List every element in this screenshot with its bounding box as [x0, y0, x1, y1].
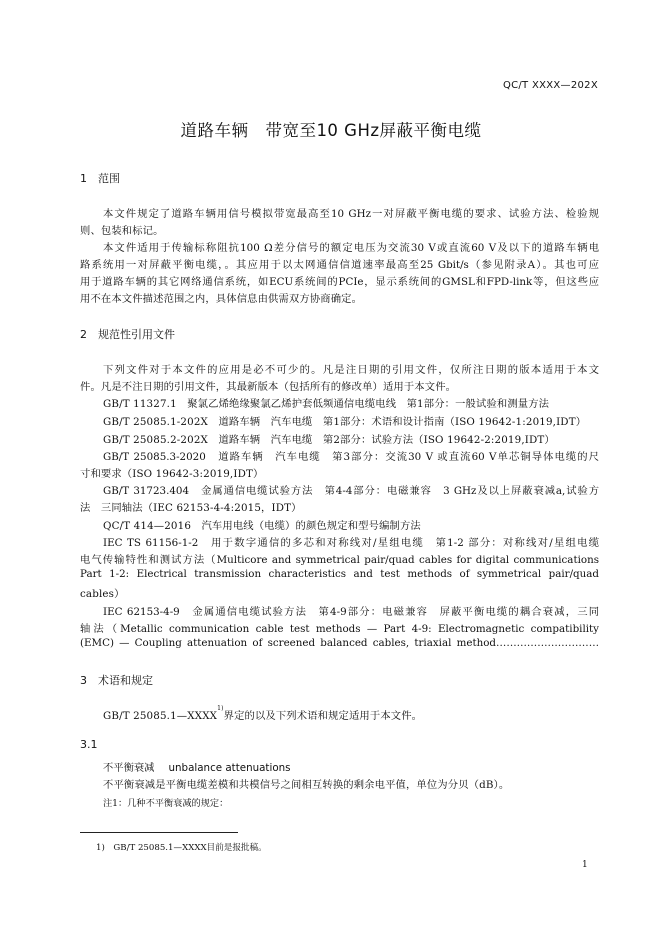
reference-item: IEC 62153-4-9 金属通信电缆试验方法 第4-9部分：电磁兼容 屏蔽平衡电缆的耦合衰减，三同: [103, 606, 599, 618]
reference-item: QC/T 414—2016 汽车用电线（电缆）的颜色规定和型号编制方法: [103, 520, 421, 532]
paragraph-line: 用于道路车辆的其它网络通信系统，如ECU系统间的PCIe，显示系统间的GMSL和FPD-link等，但这些应: [80, 276, 599, 288]
reference-item: GB/T 25085.1-202X 道路车辆 汽车电缆 第1部分：术语和设计指南（ISO 19642-1:2019,IDT）: [103, 416, 587, 428]
paragraph-line: 本文件规定了道路车辆用信号模拟带宽最高至10 GHz一对屏蔽平衡电缆的要求、试验方法、检验规: [103, 208, 599, 220]
section-number: 3: [80, 674, 87, 687]
section-3-heading: [80, 672, 153, 688]
reference-item: GB/T 11327.1 聚氯乙烯绝缘聚氯乙烯护套低频通信电缆电线 第1部分：一般试验和测量方法: [103, 398, 550, 410]
term-english: unbalance attenuations: [168, 762, 291, 774]
paragraph-line: 下列文件对于本文件的应用是必不可少的。凡是注日期的引用文件，仅所注日期的版本适用于本文: [103, 364, 599, 376]
paragraph-line: 用不在本文件描述范围之内，具体信息由供需双方协商确定。: [80, 293, 363, 305]
paragraph-line: 件。凡是不注日期的引用文件，其最新版本（包括所有的修改单）适用于本文件。: [80, 381, 457, 393]
footnote: 1) GB/T 25085.1—XXXX目前是报批稿。: [96, 843, 267, 853]
footnote-marker: 1): [217, 705, 224, 712]
reference-item: GB/T 25085.2-202X 道路车辆 汽车电缆 第2部分：试验方法（ISO 19642-2:2019,IDT）: [103, 434, 555, 446]
reference-item-continued: 电气传输特性和测试方法（Multicore and symmetrical pair/quad cables for digital communications: [80, 554, 599, 566]
term-chinese: 不平衡衰减: [103, 762, 155, 774]
paragraph-line: 本文件适用于传输标称阻抗100 Ω差分信号的额定电压为交流30 V或直流60 V及以下的道路车辆电: [103, 242, 599, 254]
reference-item-continued: 轴法（Metallic communication cable test methods — Part 4-9: Electromagnetic compatibility: [80, 623, 599, 635]
section-2-heading: [80, 326, 175, 342]
footnote-divider: [80, 832, 238, 833]
term-entry: [103, 759, 291, 774]
reference-item-continued: cables）: [80, 588, 125, 600]
section-number: 2: [80, 328, 87, 341]
reference-item: IEC TS 61156-1-2 用于数字通信的多芯和对称线对/星组电缆 第1-2 部分：对称线对/星组电缆: [103, 537, 599, 549]
reference-item: GB/T 25085.3-2020 道路车辆 汽车电缆 第3部分：交流30 V 或直流60 V单芯铜导体电缆的尺: [103, 451, 599, 463]
term-definition: 不平衡衰减是平衡电缆差模和共模信号之间相互转换的剩余电平值，单位为分贝（dB）。: [103, 779, 510, 791]
note: 注1：几种不平衡衰减的规定：: [103, 798, 229, 809]
page-number: 1: [582, 860, 588, 870]
section-3-intro: [103, 707, 422, 722]
section-number: 1: [80, 172, 87, 185]
section-title: 范围: [98, 172, 120, 185]
reference-item-continued: 寸和要求（ISO 19642-3:2019,IDT）: [80, 468, 264, 480]
section-title: 术语和规定: [98, 674, 153, 687]
section-title: 规范性引用文件: [98, 328, 175, 341]
standard-code: QC/T XXXX—202X: [502, 80, 598, 91]
paragraph-line: 路系统用一对屏蔽平衡电缆，。其应用于以太网通信信道速率最高至25 Gbit/s（参见附录A）。其也可应: [80, 259, 599, 271]
document-title: 道路车辆 带宽至10 GHz屏蔽平衡电缆: [180, 121, 482, 140]
section-1-heading: [80, 170, 120, 186]
subsection-number: 3.1: [80, 738, 98, 751]
reference-item-continued: 法 三同轴法（IEC 62153-4-4:2015，IDT）: [80, 502, 302, 514]
intro-reference: GB/T 25085.1—XXXX: [103, 710, 218, 722]
reference-item-continued: Part 1-2: Electrical transmission characteristics and test methods of symmetrical pair/quad: [80, 568, 599, 580]
intro-text: 界定的以及下列术语和规定适用于本文件。: [223, 710, 423, 722]
reference-item: GB/T 31723.404 金属通信电缆试验方法 第4-4部分：电磁兼容 3 GHz及以上屏蔽衰减a,试验方: [103, 485, 599, 497]
paragraph-line: 则、包装和标记。: [80, 225, 164, 237]
reference-item-continued: (EMC) — Coupling attenuation of screened balanced cables, triaxial method…………………………: [80, 637, 599, 649]
